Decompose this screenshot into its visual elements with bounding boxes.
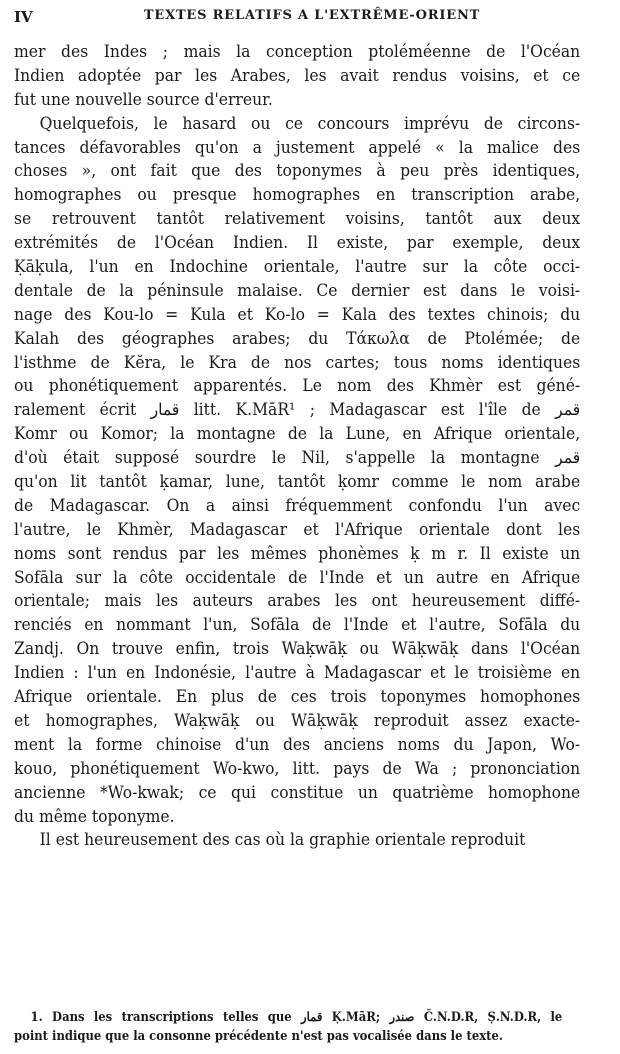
text-line: fut une nouvelle source d'erreur.	[14, 89, 273, 109]
text-line: ment la forme chinoise d'un des anciens noms du Japon, Wo-	[14, 734, 581, 754]
text-line: noms sont rendus par les mêmes phonèmes ḳ m r. Il existe un	[14, 543, 581, 563]
text-line: l'autre, le Khmèr, Madagascar et l'Afrique orientale dont les	[14, 519, 581, 539]
text-line: nage des Kou-lo = Kula et Ko-lo = Kala des textes chinois; du	[14, 304, 581, 324]
text-line: dentale de la péninsule malaise. Ce dernier est dans le voisi-	[14, 280, 581, 300]
text-line: Indien adoptée par les Arabes, les avait rendus voisins, et ce	[14, 65, 581, 85]
text-line: renciés en nommant l'un, Sofāla de l'Inde et l'autre, Sofāla du	[14, 615, 581, 635]
body-text	[14, 40, 610, 852]
text-line: se retrouvent tantôt relativement voisins, tantôt aux deux	[14, 209, 581, 229]
text-line: du même toponyme.	[14, 806, 175, 826]
text-line: ou phonétiquement apparentés. Le nom des Khmèr est géné-	[14, 376, 581, 396]
footnote-line: point indique que la consonne précédente n'est pas vocalisée dans le texte.	[14, 1028, 503, 1043]
text-line: Kalah des géographes arabes; du Τάκωλα de Ptolémée; de	[14, 328, 581, 348]
text-line: Sofāla sur la côte occidentale de l'Inde et un autre en Afrique	[14, 567, 581, 587]
text-line: ancienne *Wo-kwak; ce qui constitue un quatrième homophone	[14, 782, 581, 802]
text-line: l'isthme de Kĕra, le Kra de nos cartes; tous noms identiques	[14, 352, 581, 372]
text-line: Indien : l'un en Indonésie, l'autre à Madagascar et le troisième en	[14, 663, 581, 683]
footnote-line: 1. Dans les transcriptions telles que قمار Ḳ.MāR; صندر Č.N.D.R, Ṣ.N.D.R, le	[30, 1009, 563, 1024]
text-line: Zandj. On trouve enfin, trois Waḳwāḳ ou Wāḳwāḳ dans l'Océan	[14, 639, 581, 659]
text-line: d'où était supposé sourdre le Nil, s'appelle la montagne قمر	[14, 448, 581, 468]
text-line: Afrique orientale. En plus de ces trois toponymes homophones	[14, 687, 581, 707]
text-line: Il est heureusement des cas où la graphie orientale reproduit	[39, 830, 526, 850]
text-line: Komr ou Komor; la montagne de la Lune, en Afrique orientale,	[14, 424, 581, 444]
footnote	[14, 1007, 610, 1045]
text-line: homographes ou presque homographes en transcription arabe,	[14, 185, 581, 205]
text-line: orientale; mais les auteurs arabes les ont heureusement diffé-	[14, 591, 581, 611]
text-line: de Madagascar. On a ainsi fréquemment confondu l'un avec	[14, 495, 581, 515]
running-title: TEXTES RELATIFS A L'EXTRÊME-ORIENT	[143, 8, 481, 23]
text-line: Ḳāḳula, l'un en Indochine orientale, l'autre sur la côte occi-	[14, 257, 581, 277]
text-line: kouo, phonétiquement Wo-kwo, litt. pays de Wa ; prononciation	[14, 758, 581, 778]
text-line: tances défavorables qu'on a justement appelé « la malice des	[14, 137, 581, 157]
page-number: IV	[14, 8, 33, 26]
text-line: et homographes, Waḳwāḳ ou Wāḳwāḳ reproduit assez exacte-	[14, 710, 581, 730]
page-header	[14, 8, 610, 30]
text-line: Quelquefois, le hasard ou ce concours imprévu de circons-	[39, 113, 581, 133]
text-line: ralement écrit قمار litt. K.MāR¹ ; Madagascar est l'île de قمر	[14, 400, 581, 420]
text-line: extrémités de l'Océan Indien. Il existe, par exemple, deux	[14, 233, 581, 253]
text-line: qu'on lit tantôt ḳamar, lune, tantôt ḳomr comme le nom arabe	[14, 472, 581, 492]
text-line: mer des Indes ; mais la conception ptoléméenne de l'Océan	[14, 42, 581, 61]
text-line: choses », ont fait que des toponymes à peu près identiques,	[14, 161, 581, 181]
